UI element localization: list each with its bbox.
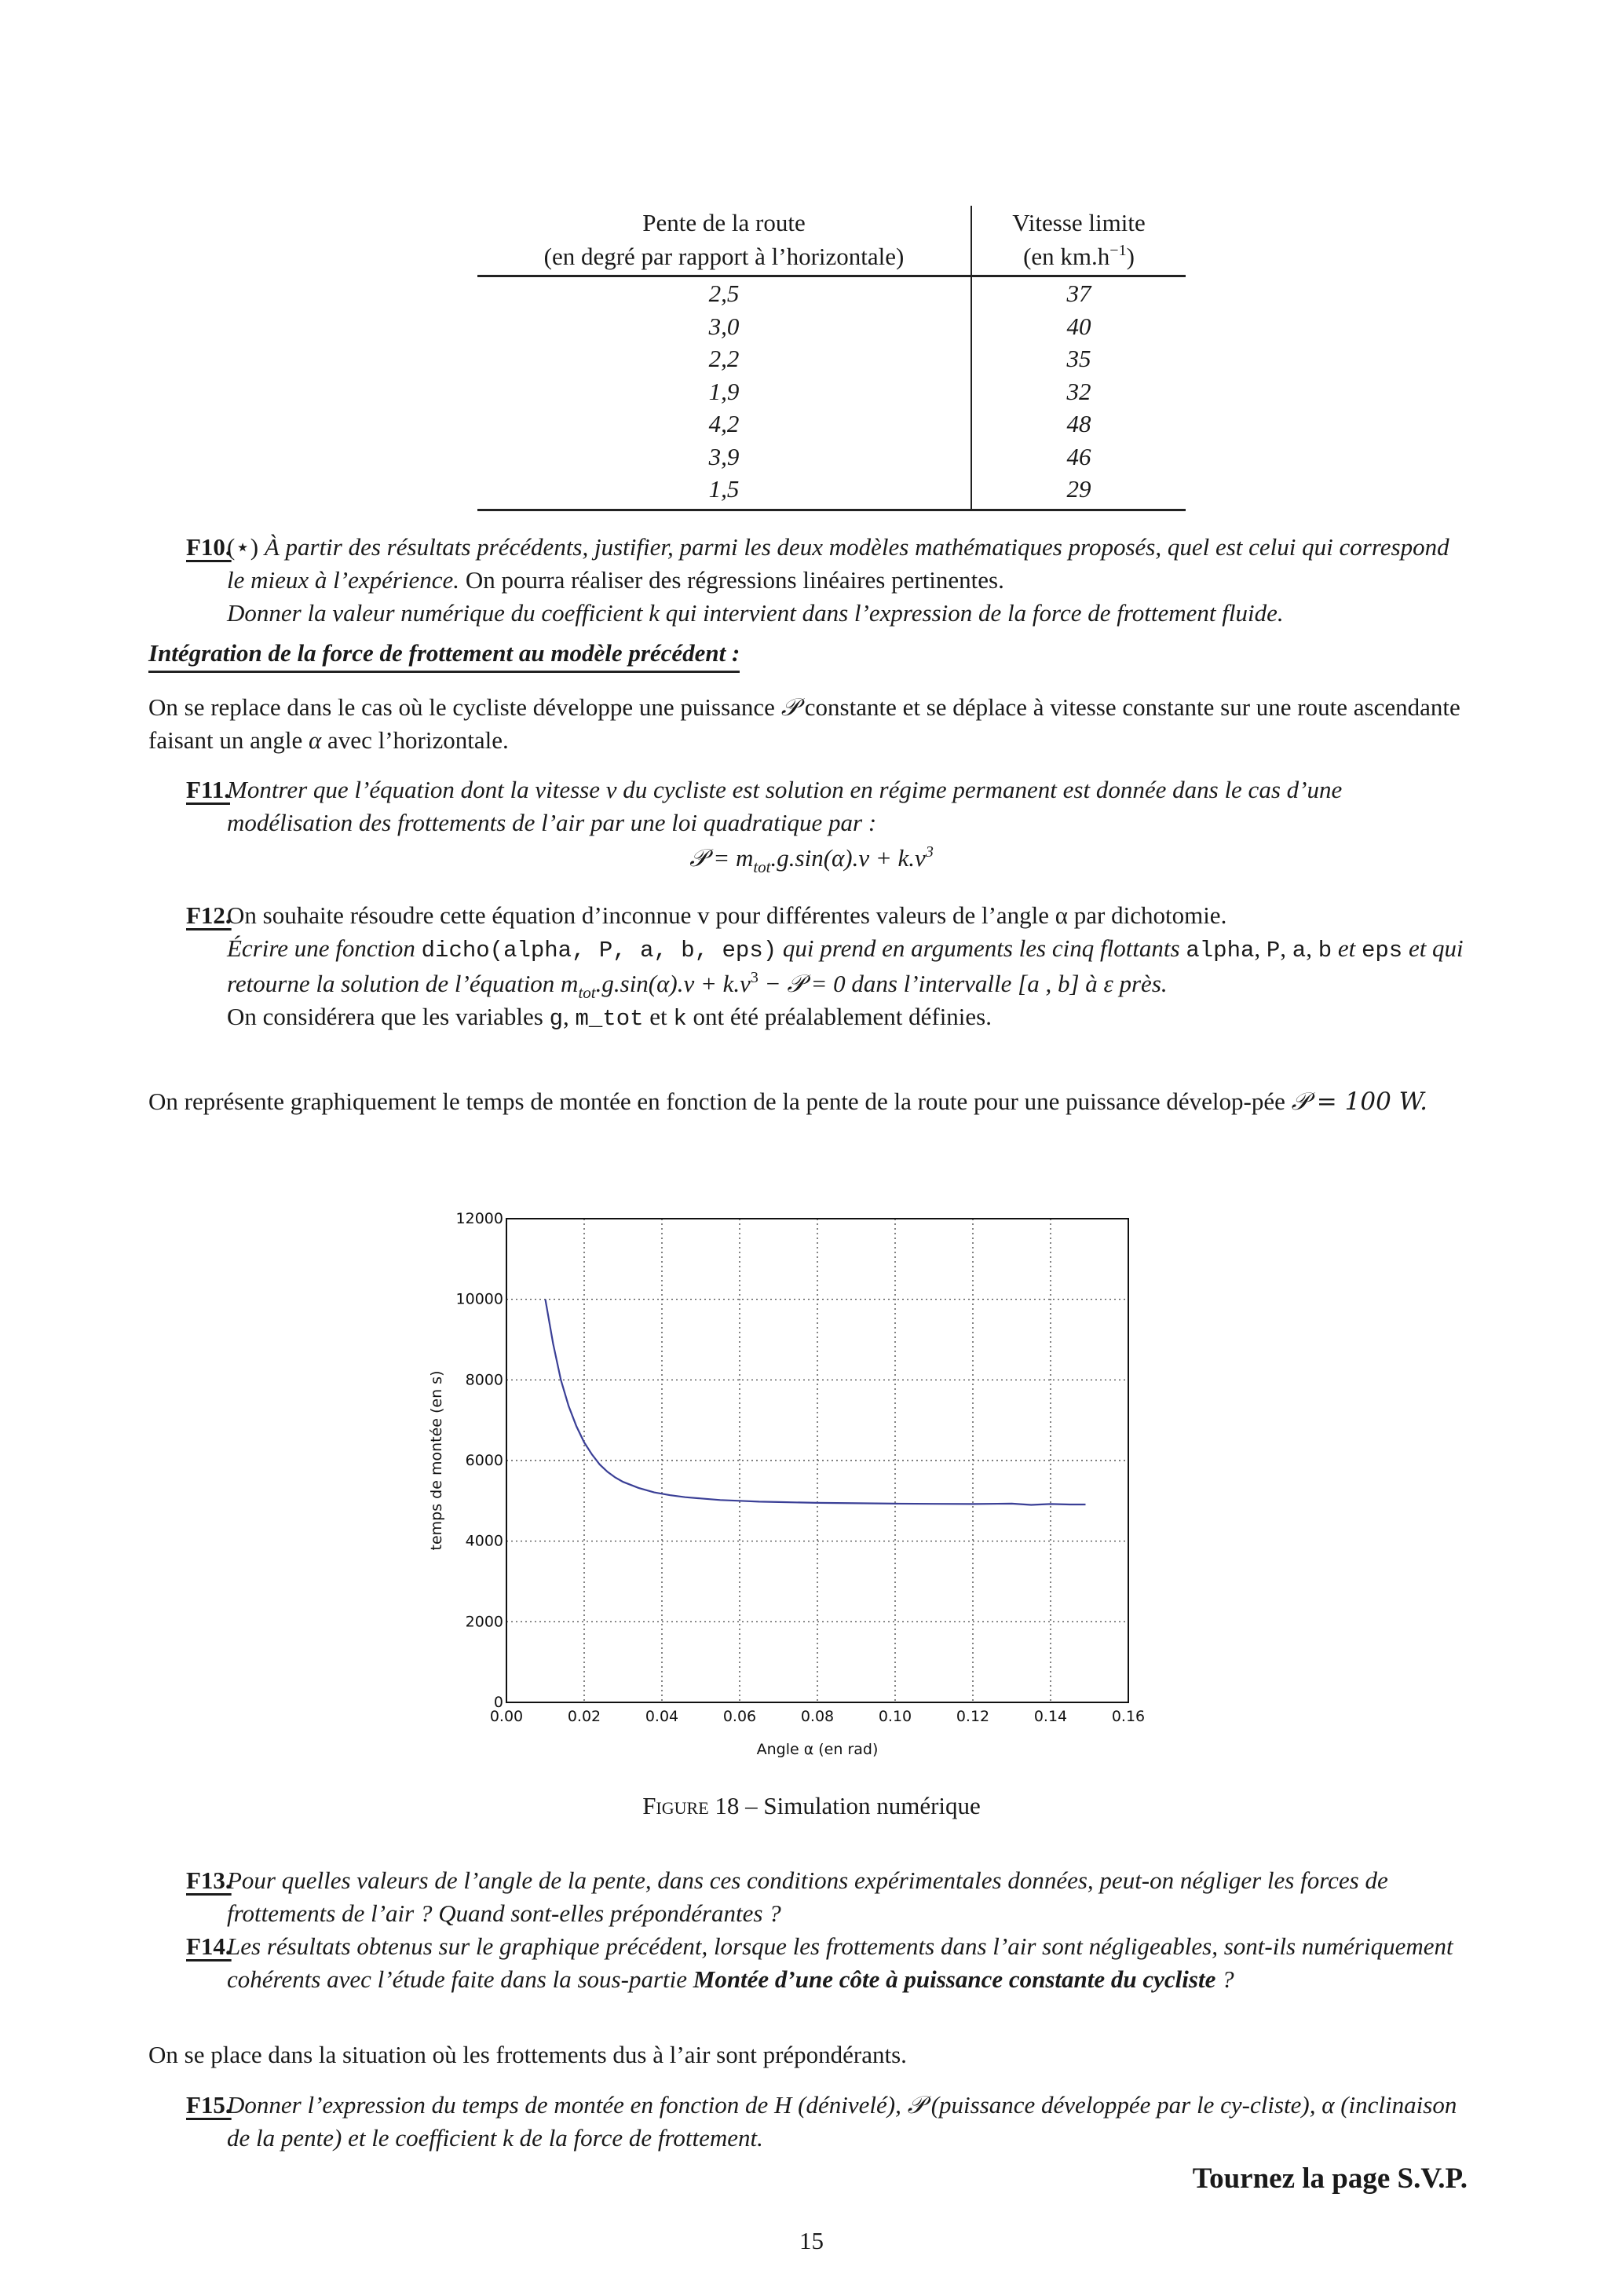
y-tick-label: 6000 [465,1452,503,1469]
question-f13: F13. Pour quelles valeurs de l’angle de la pente, dans ces conditions expérimentales données, peut-on négliger les forces de frottements de l’air ? Quand sont-elles prépondérantes ? [186,1864,1468,1930]
x-tick-label: 0.02 [567,1708,601,1725]
turn-page-note: Tournez la page S.V.P. [1192,2163,1468,2195]
climb-time-chart [424,1209,1146,1759]
graph-intro-paragraph: On représente graphiquement le temps de montée en fonction de la pente de la route pour une puissance dévelop-pée 𝒫 = 100 W. [148,1088,1427,1116]
question-f12: F12. On souhaite résoudre cette équation d’inconnue v pour différentes valeurs de l’angle α par dichotomie. Écrire une fonction dicho(alpha, P, a, b, eps) qui prend en arguments les cinq flottants alpha, P, a, b et eps et qui retourne la solution de l’équation $m_{tot}.g.\sin(\alpha).v + k.v^3$ − 𝒫 = 0 dans l’intervalle [a , b] à ε près. On considérera que les variables g, m_tot et k ont été préalablement définies. [186,899,1468,1036]
x-tick-label: 0.08 [800,1708,835,1725]
chart-grid [506,1219,1128,1702]
table-row: 1,5 29 [477,473,1186,510]
y-tick-label: 10000 [455,1290,503,1308]
situation-paragraph: On se place dans la situation où les frottements dus à l’air sont prépondérants. [148,2041,907,2068]
question-f15: F15. Donner l’expression du temps de montée en fonction de H (dénivelé), 𝒫 (puissance développée par le cy-cliste), α (inclinaison de la pente) et le coefficient k de la force de frottement. [186,2089,1468,2155]
section-title: Intégration de la force de frottement au modèle précédent : [148,638,740,673]
code-dicho: dicho(alpha, P, a, b, eps) [421,938,777,963]
table-row: 2,2 35 [477,342,1186,375]
slope-speed-table [477,206,1186,511]
x-tick-label: 0.06 [722,1708,757,1725]
y-tick-label: 2000 [465,1613,503,1631]
x-axis-label: Angle α (en rad) [756,1741,879,1758]
y-tick-label: 12000 [455,1210,503,1227]
x-tick-label: 0.14 [1033,1708,1068,1725]
question-f10: F10. (⋆) À partir des résultats précédents, justifier, parmi les deux modèles mathématiques proposés, quel est celui qui correspond le mieux à l’expérience. On pourra réaliser des régressions linéaires pertinentes. Donner la valeur numérique du coefficient k qui intervient dans l’expression de la force de frottement fluide. [186,531,1468,630]
x-tick-label: 0.10 [878,1708,912,1725]
chart-canvas [424,1209,1146,1759]
table-row: 1,9 32 [477,375,1186,408]
table-header-speed-unit: (en $km.h^{-1}$) [971,239,1186,276]
question-number: F15. [186,2091,232,2119]
question-number: F12. [186,901,232,929]
table-row: 3,9 46 [477,441,1186,473]
data-line [546,1300,1086,1505]
question-f14: F14. Les résultats obtenus sur le graphique précédent, lorsque les frottements dans l’air sont négligeables, sont-ils numériquement cohérents avec l’étude faite dans la sous-partie Montée d’une côte à puissance constante du cycliste ? [186,1930,1468,1996]
y-tick-label: 8000 [465,1371,503,1389]
chart-ticks [456,1210,1146,1725]
table-row: 2,5 37 [477,276,1186,310]
table-header-slope: Pente de la route [477,206,971,239]
question-number: F10. [186,533,232,561]
power-equation: 𝒫 = $m_{tot}.g.\sin(\alpha).v + k.v^3$ [689,843,934,876]
question-number: F14. [186,1932,232,1960]
question-f11: F11. Montrer que l’équation dont la vitesse v du cycliste est solution en régime permanent est donnée dans le cas d’une modélisation des frottements de l’air par une loi quadratique par : [186,773,1468,839]
table-row: 3,0 40 [477,310,1186,343]
y-tick-label: 0 [493,1694,503,1711]
x-tick-label: 0.12 [956,1708,990,1725]
y-axis-label: temps de montée (en s) [428,1370,445,1551]
table-row: 4,2 48 [477,408,1186,441]
table-header-slope-unit: (en degré par rapport à l’horizontale) [477,239,971,276]
table-header-speed: Vitesse limite [1012,209,1146,236]
x-tick-label: 0.00 [489,1708,524,1725]
intro-paragraph: On se replace dans le cas où le cycliste développe une puissance 𝒫 constante et se déplace à vitesse constante sur une route ascendante faisant un angle α avec l’horizontale. [148,693,1460,754]
x-tick-label: 0.04 [645,1708,679,1725]
x-tick-label: 0.16 [1111,1708,1146,1725]
question-number: F11. [186,776,230,803]
question-number: F13. [186,1866,232,1894]
page-number: 15 [799,2227,824,2254]
figure-caption: Figure 18 – Simulation numérique [642,1792,981,1819]
y-tick-label: 4000 [465,1532,503,1550]
